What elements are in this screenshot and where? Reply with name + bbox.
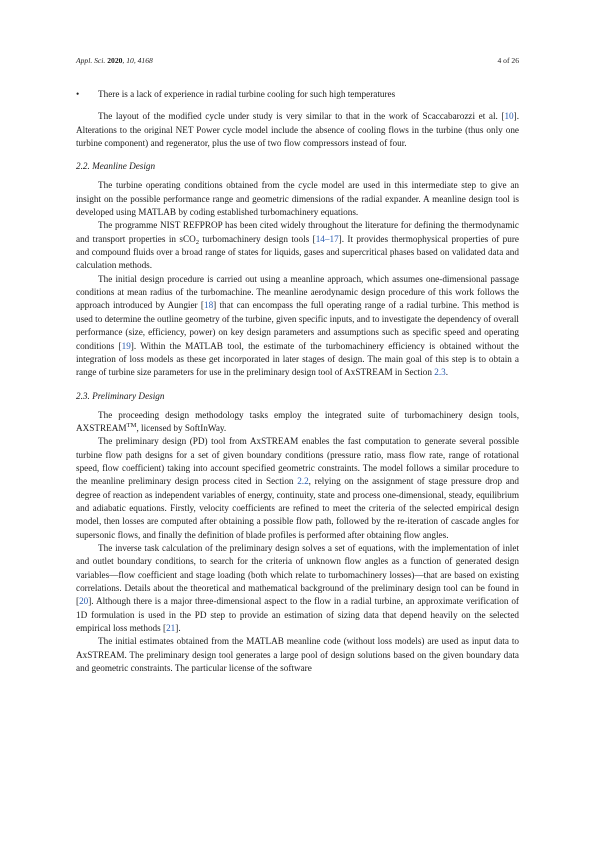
paragraph-7: The inverse task calculation of the preliminary design solves a set of equations, with the implementation of inlet and outlet boundary conditions, to search for the criteria of unknown flow angles as a function of generated design variables—flow coefficient and stage loading (both which relate to turbomachinery losses)—that are based on existing correlations. Details about the theoretical and mathematical background of the preliminary design tool can be found in [20]. Although there is a major three-dimensional aspect to the flow in a radial turbine, an approximate verification of 1D formulation is used in the PD step to provide an estimation of sizing data that depend heavily on the selected empirical loss methods [21]. [76, 542, 519, 634]
section-link[interactable]: 2.3 [434, 367, 446, 378]
section-heading-2-2: 2.2. Meanline Design [76, 161, 156, 172]
paragraph-1: The layout of the modified cycle under study is very similar to that in the work of Scaccabarozzi et al. [10]. Alterations to the original NET Power cycle model include the absence of cooling flows in the turbine (thus only one turbine component) and regenerator, plus the use of two flow compressors instead of four. [76, 111, 519, 149]
paragraph-5: The proceeding design methodology tasks employ the integrated suite of turbomachinery design tools, AXSTREAM™, licensed by SoftInWay. [76, 409, 519, 433]
bullet-text: There is a lack of experience in radial turbine cooling for such high temperatures [98, 89, 396, 99]
page-header [76, 56, 519, 68]
journal-citation: Appl. Sci. 2020, 10, 4168 [76, 56, 153, 65]
bullet-item [76, 88, 519, 101]
paragraph-3: The programme NIST REFPROP has been cited widely throughout the literature for defining the thermodynamic and transport properties in sCO$_2$ turbomachinery design tools [14–17]. It provides thermophysical properties of pure and compound fluids over a broad range of states for liquids, gases and supercritical phases based on validated data and calculation methods. [76, 220, 520, 271]
citation-link[interactable]: 18 [203, 300, 214, 311]
paragraph-4: The initial design procedure is carried out using a meanline approach, which assumes one-dimensional passage conditions at mean radius of the turbomachine. The meanline aerodynamic design procedure of this work follows the approach introduced by Aungier [18] that can encompass the full operating range of a radial turbine. This method is used to determine the outline geometry of the turbine, given specific inputs, and to investigate the dependency of overall performance (size, efficiency, power) on key design parameters and assumptions such as specific speed and operating conditions [19]. Within the MATLAB tool, the estimate of the turbomachinery efficiency is obtained without the integration of loss models as these get incorporated in later stages of design. The main goal of this step is to obtain a range of turbine size parameters for use in the preliminary design tool of AxSTREAM in Section 2.3. [76, 273, 519, 378]
paragraph-6: The preliminary design (PD) tool from AxSTREAM enables the fast computation to generate several possible turbine flow path designs for a set of given boundary conditions (pressure ratio, mass flow rate, range of rotational speed, flow coefficient) taking into account specified geometric constraints. The model follows a similar procedure to the meanline preliminary design process cited in Section 2.2, relying on the assignment of stage pressure drop and degree of reaction as independent variables of energy, continuity, state and process one-dimensional, steady, equilibrium and adiabatic equations. Firstly, velocity coefficients are refined to meet the criteria of the selected empirical design model, then losses are computed after obtaining a possible flow path, followed by the re-iteration of cascade angles for supersonic flows, and finally the definition of blade profiles is performed after obtaining flow angles. [76, 436, 519, 540]
bullet-icon: • [76, 89, 80, 99]
page-number: 4 of 26 [497, 56, 519, 65]
body-text [76, 88, 519, 675]
paragraph-8: The initial estimates obtained from the MATLAB meanline code (without loss models) are used as input data to AxSTREAM. The preliminary design tool generates a large pool of design solutions based on the given boundary data and geometric constraints. The particular license of the software [76, 636, 519, 674]
citation-link[interactable]: 20 [79, 596, 89, 607]
citation-link[interactable]: 21 [166, 623, 176, 634]
paragraph-2: The turbine operating conditions obtained from the cycle model are used in this intermediate step to give an insight on the possible performance range and geometric dimensions of the radial expander. A meanline design tool is developed using MATLAB by coding established turbomachinery equations. [76, 180, 519, 218]
section-link[interactable]: 2.2 [297, 476, 309, 487]
citation-link[interactable]: 19 [121, 340, 131, 351]
citation-link[interactable]: 14–17 [315, 233, 339, 244]
citation-link[interactable]: 10 [504, 111, 514, 122]
section-heading-2-3: 2.3. Preliminary Design [76, 390, 165, 401]
